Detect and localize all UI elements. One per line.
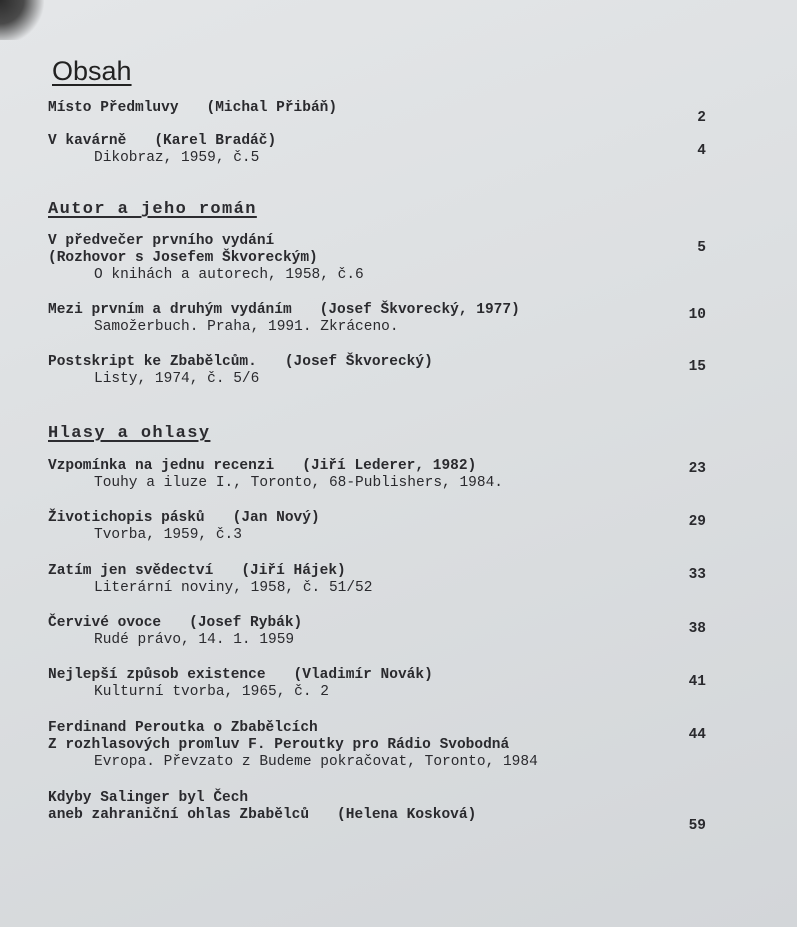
entry-source — [48, 475, 708, 492]
entry-title — [48, 100, 708, 117]
entry-title — [48, 615, 708, 632]
entry-title — [48, 458, 708, 475]
entry-source-text: Literární noviny, 1958, č. 51/52 — [94, 580, 373, 596]
entry-title-text: Mezi prvním a druhým vydáním — [48, 302, 292, 318]
page-number: 38 — [688, 621, 706, 637]
entry-title-text: Nejlepší způsob existence — [48, 667, 266, 683]
entry-title — [48, 563, 708, 580]
entry-title — [48, 790, 708, 807]
page-number: 59 — [688, 818, 706, 834]
entry-source — [48, 754, 708, 771]
toc-entry — [48, 790, 708, 824]
entry-source-text: Tvorba, 1959, č.3 — [94, 527, 242, 543]
entry-title-text: Ferdinand Peroutka o Zbabělcích — [48, 720, 318, 736]
entry-author: (Karel Bradáč) — [154, 133, 277, 149]
entry-title — [48, 510, 708, 527]
page-number: 41 — [688, 674, 706, 690]
entry-source — [48, 371, 708, 388]
entry-title — [48, 133, 708, 150]
entry-source-text: Listy, 1974, č. 5/6 — [94, 371, 260, 387]
entry-title-text: V kavárně — [48, 133, 127, 149]
entry-title — [48, 354, 708, 371]
page-number: 15 — [688, 359, 706, 375]
entry-title-text: Zatím jen svědectví — [48, 563, 214, 579]
entry-source — [48, 580, 708, 597]
page-number: 33 — [688, 567, 706, 583]
toc-entry — [48, 563, 708, 597]
entry-source — [48, 267, 708, 284]
entry-author: (Jiří Lederer, 1982) — [302, 458, 477, 474]
entry-author: (Vladimír Novák) — [293, 667, 433, 683]
toc-entry — [48, 458, 708, 492]
entry-source-text: Rudé právo, 14. 1. 1959 — [94, 632, 295, 648]
toc-entry — [48, 302, 708, 336]
entry-title — [48, 302, 708, 319]
page-title: Obsah — [52, 56, 132, 87]
toc-entry — [48, 510, 708, 544]
entry-title-text: Kdyby Salinger byl Čech — [48, 790, 249, 806]
page-number: 5 — [697, 240, 706, 256]
entry-title-text: Postskript ke Zbabělcům. — [48, 354, 257, 370]
entry-title — [48, 250, 708, 267]
entry-title — [48, 737, 708, 754]
entry-title-text: Z rozhlasových promluv F. Peroutky pro Rádio Svobodná — [48, 737, 510, 753]
entry-title-text: (Rozhovor s Josefem Škvoreckým) — [48, 250, 318, 266]
toc-entry — [48, 100, 708, 117]
entry-source-text: Evropa. Převzato z Budeme pokračovat, Toronto, 1984 — [94, 754, 538, 770]
entry-source — [48, 527, 708, 544]
entry-title-text: V předvečer prvního vydání — [48, 233, 275, 249]
entry-title — [48, 720, 708, 737]
page-number: 23 — [688, 461, 706, 477]
entry-author: (Helena Kosková) — [337, 807, 477, 823]
entry-title-text: aneb zahraniční ohlas Zbabělců — [48, 807, 310, 823]
entry-source-text: Dikobraz, 1959, č.5 — [94, 150, 260, 166]
page-number: 10 — [688, 307, 706, 323]
page-number: 44 — [688, 727, 706, 743]
section-heading: Hlasy a ohlasy — [48, 424, 211, 443]
entry-title-text: Životichopis pásků — [48, 510, 205, 526]
toc-entry — [48, 667, 708, 701]
entry-author: (Josef Rybák) — [189, 615, 303, 631]
page-number: 29 — [688, 514, 706, 530]
section-heading: Autor a jeho román — [48, 200, 257, 219]
entry-author: (Josef Škvorecký, 1977) — [319, 302, 520, 318]
entry-author: (Jiří Hájek) — [241, 563, 346, 579]
toc-entry — [48, 354, 708, 388]
page-number: 4 — [697, 143, 706, 159]
entry-title — [48, 233, 708, 250]
entry-source — [48, 684, 708, 701]
entry-title — [48, 807, 708, 824]
entry-author: (Michal Přibáň) — [206, 100, 338, 116]
toc-entry — [48, 615, 708, 649]
entry-title — [48, 667, 708, 684]
toc-entry — [48, 133, 708, 167]
toc-entry — [48, 720, 708, 771]
entry-title-text: Červivé ovoce — [48, 615, 162, 631]
entry-title-text: Vzpomínka na jednu recenzi — [48, 458, 275, 474]
entry-source — [48, 632, 708, 649]
toc-entry — [48, 233, 708, 284]
entry-source — [48, 319, 708, 336]
entry-author: (Jan Nový) — [232, 510, 320, 526]
page-corner-shadow — [0, 0, 44, 40]
entry-source — [48, 150, 708, 167]
page-number: 2 — [697, 110, 706, 126]
entry-author: (Josef Škvorecký) — [284, 354, 433, 370]
entry-source-text: Touhy a iluze I., Toronto, 68-Publishers, 1984. — [94, 475, 503, 491]
entry-source-text: O knihách a autorech, 1958, č.6 — [94, 267, 364, 283]
entry-source-text: Kulturní tvorba, 1965, č. 2 — [94, 684, 329, 700]
entry-source-text: Samožerbuch. Praha, 1991. Zkráceno. — [94, 319, 399, 335]
entry-title-text: Místo Předmluvy — [48, 100, 179, 116]
